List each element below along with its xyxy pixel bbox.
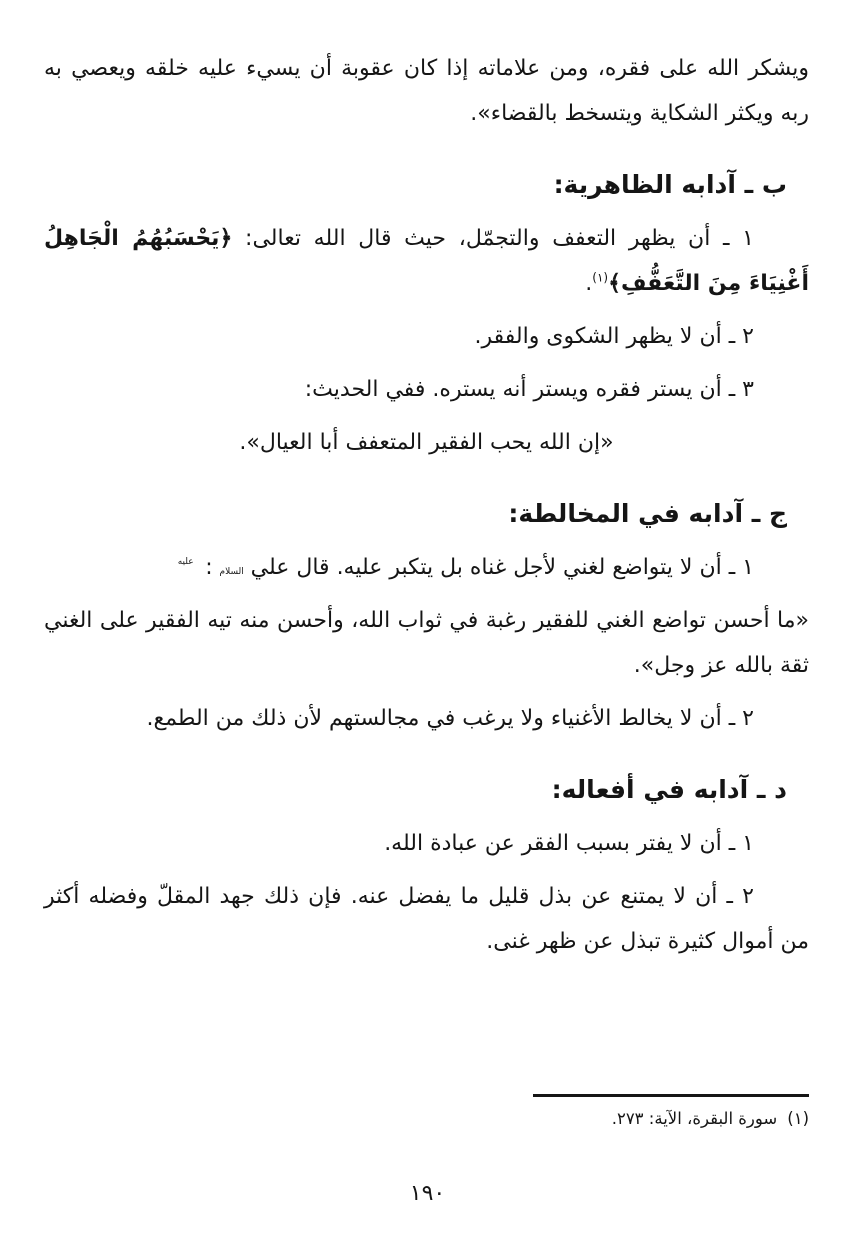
section-c-item-1-colon: :	[205, 554, 213, 580]
footnote-marker: (١)	[592, 270, 609, 285]
intro-paragraph: ويشكر الله على فقره، ومن علاماته إذا كان عقوبة أن يسيء عليه خلقه ويعصي به ربه ويكثر الشكاية ويتسخط بالقضاء».	[44, 56, 809, 127]
page-content	[44, 46, 809, 964]
hadith-quote: «إن الله يحب الفقير المتعفف أبا العيال».	[239, 430, 614, 456]
section-c-item-1	[44, 545, 809, 590]
footnote-number: (١)	[787, 1109, 809, 1129]
section-d-item-1: ١ ـ أن لا يفتر بسبب الفقر عن عبادة الله.	[384, 830, 754, 856]
section-b-item-1	[44, 216, 809, 306]
page-number: ١٩٠	[409, 1181, 446, 1206]
section-b-item-3: ٣ ـ أن يستر فقره ويستر أنه يستره. ففي الحديث:	[304, 376, 754, 402]
section-b-item-2: ٢ ـ أن لا يظهر الشكوى والفقر.	[474, 323, 754, 349]
quran-verse: ﴿يَحْسَبُهُمُ الْجَاهِلُ أَغْنِيَاءَ مِنَ التَّعَفُّفِ﴾	[44, 225, 809, 296]
footnote-text: سورة البقرة، الآية: ٢٧٣.	[611, 1109, 778, 1129]
section-c-item-2: ٢ ـ أن لا يخالط الأغنياء ولا يرغب في مجالستهم لأن ذلك من الطمع.	[146, 705, 754, 731]
section-b-heading: ب ـ آدابه الظاهرية:	[553, 170, 787, 200]
section-d-heading: د ـ آدابه في أفعاله:	[551, 775, 787, 805]
footnote-area	[533, 1094, 809, 1132]
section-b-item-1-text: ١ ـ أن يظهر التعفف والتجمّل، حيث قال الله تعالى:	[232, 225, 754, 251]
section-c-item-1-text: ١ ـ أن لا يتواضع لغني لأجل غناه بل يتكبر عليه. قال علي	[250, 554, 754, 580]
imam-ali-quote: «ما أحسن تواضع الغني للفقير رغبة في ثواب الله، وأحسن منه تيه الفقير على الغني ثقة بالله عز وجل».	[44, 607, 809, 678]
alayhi-salam-honorific: عليه السلام	[177, 557, 244, 577]
section-c-heading: ج ـ آدابه في المخالطة:	[508, 499, 787, 529]
section-d-item-2: ٢ ـ أن لا يمتنع عن بذل قليل ما يفضل عنه. فإن ذلك جهد المقلّ وفضله أكثر من أموال كثيرة تبذل عن ظهر غنى.	[44, 883, 809, 954]
section-b-item-1-period: .	[585, 270, 593, 296]
